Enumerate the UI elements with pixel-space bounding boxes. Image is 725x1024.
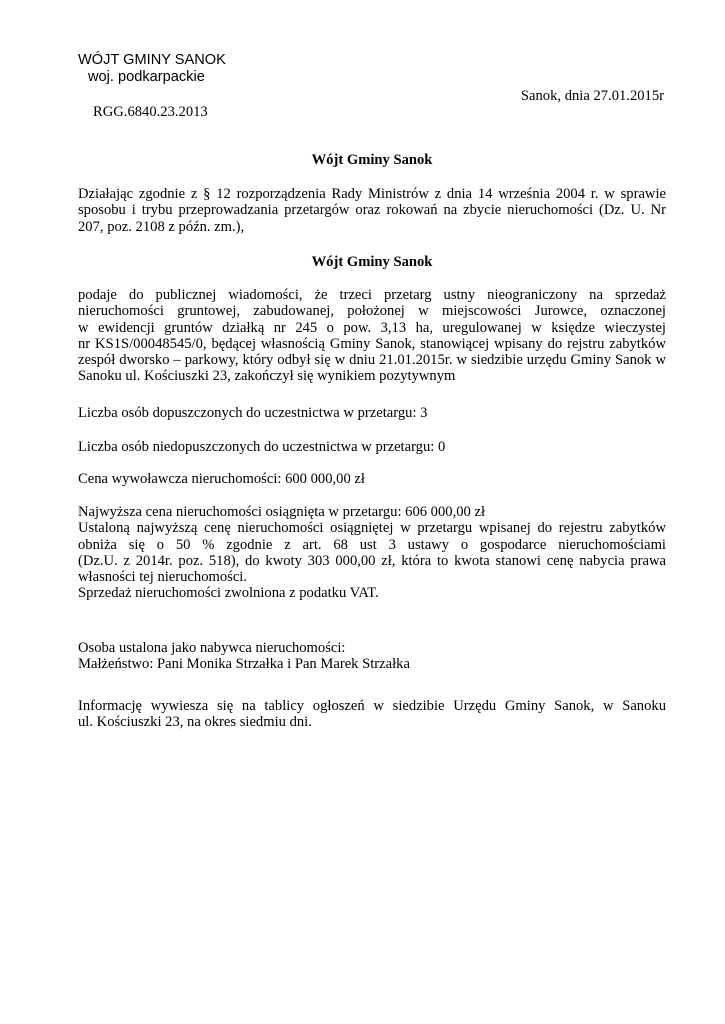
intro-paragraph: [78, 186, 666, 235]
starting-price: Cena wywoławcza nieruchomości: 600 000,00 zł: [78, 471, 365, 487]
result-paragraph: [78, 504, 666, 602]
result-line: własności tej nieruchomości.: [78, 569, 248, 586]
notice-line: Informację wywiesza się na tablicy ogłoszeń w siedzibie Urzędu Gminy Sanok, w Sanoku: [78, 698, 666, 714]
result-line: Sprzedaż nieruchomości zwolniona z podatku VAT.: [78, 585, 379, 602]
reference-number: RGG.6840.23.2013: [93, 104, 208, 120]
intro-line: sposobu i trybu przeprowadzania przetargów oraz rokowań na zbycie nieruchomości (Dz. U. Nr: [78, 202, 666, 219]
result-line: Ustaloną najwyższą cenę nieruchomości osiągniętej w przetargu wpisanej do rejestru zabytków: [78, 520, 666, 537]
heading-1: Wójt Gminy Sanok: [311, 152, 433, 168]
buyer-value: Małżeństwo: Pani Monika Strzałka i Pan Marek Strzałka: [78, 656, 410, 673]
announcement-line: Sanoku ul. Kościuszki 23, zakończył się wynikiem pozytywnym: [78, 368, 456, 385]
announcement-line: zespół dworsko – parkowy, który odbył się w dniu 21.01.2015r. w siedzibie urzędu Gminy Sanok w: [78, 352, 666, 369]
authority-region: woj. podkarpackie: [88, 69, 205, 85]
notice-paragraph: [78, 698, 666, 731]
announcement-line: nr KS1S/00048545/0, będącej własnością Gminy Sanok, stanowiącej wpisany do rejstru zabytków: [78, 335, 666, 352]
result-line: Najwyższa cena nieruchomości osiągnięta w przetargu: 606 000,00 zł: [78, 504, 486, 520]
admitted-count: Liczba osób dopuszczonych do uczestnictwa w przetargu: 3: [78, 405, 428, 421]
result-line: (Dz.U. z 2014r. poz. 518), do kwoty 303 000,00 zł, która to kwota stanowi cenę nabycia prawa: [78, 552, 666, 569]
buyer-section: [78, 640, 666, 673]
authority-name: WÓJT GMINY SANOK: [78, 52, 226, 68]
announcement-line: w ewidencji gruntów działką nr 245 o pow. 3,13 ha, uregulowanej w księdze wieczystej: [78, 319, 666, 336]
result-line: obniża się o 50 % zgodnie z art. 68 ust 3 ustawy o gospodarce nieruchomościami: [78, 536, 666, 553]
document-date: Sanok, dnia 27.01.2015r: [520, 88, 664, 104]
intro-line: Działając zgodnie z § 12 rozporządzenia Rady Ministrów z dnia 14 września 2004 r. w sprawie: [78, 186, 666, 202]
authority-header: [78, 52, 226, 86]
buyer-label: Osoba ustalona jako nabywca nieruchomości:: [78, 640, 346, 656]
intro-line: 207, poz. 2108 z późn. zm.),: [78, 218, 245, 235]
notice-line: ul. Kościuszki 23, na okres siedmiu dni.: [78, 714, 312, 731]
announcement-paragraph: [78, 287, 666, 385]
announcement-line: nieruchomości gruntowej, zabudowanej, położonej w miejscowości Jurowce, oznaczonej: [78, 303, 666, 320]
not-admitted-count: Liczba osób niedopuszczonych do uczestnictwa w przetargu: 0: [78, 439, 446, 455]
heading-2: Wójt Gminy Sanok: [311, 254, 433, 270]
announcement-line: podaje do publicznej wiadomości, że trzeci przetarg ustny nieograniczony na sprzedaż: [78, 287, 666, 303]
